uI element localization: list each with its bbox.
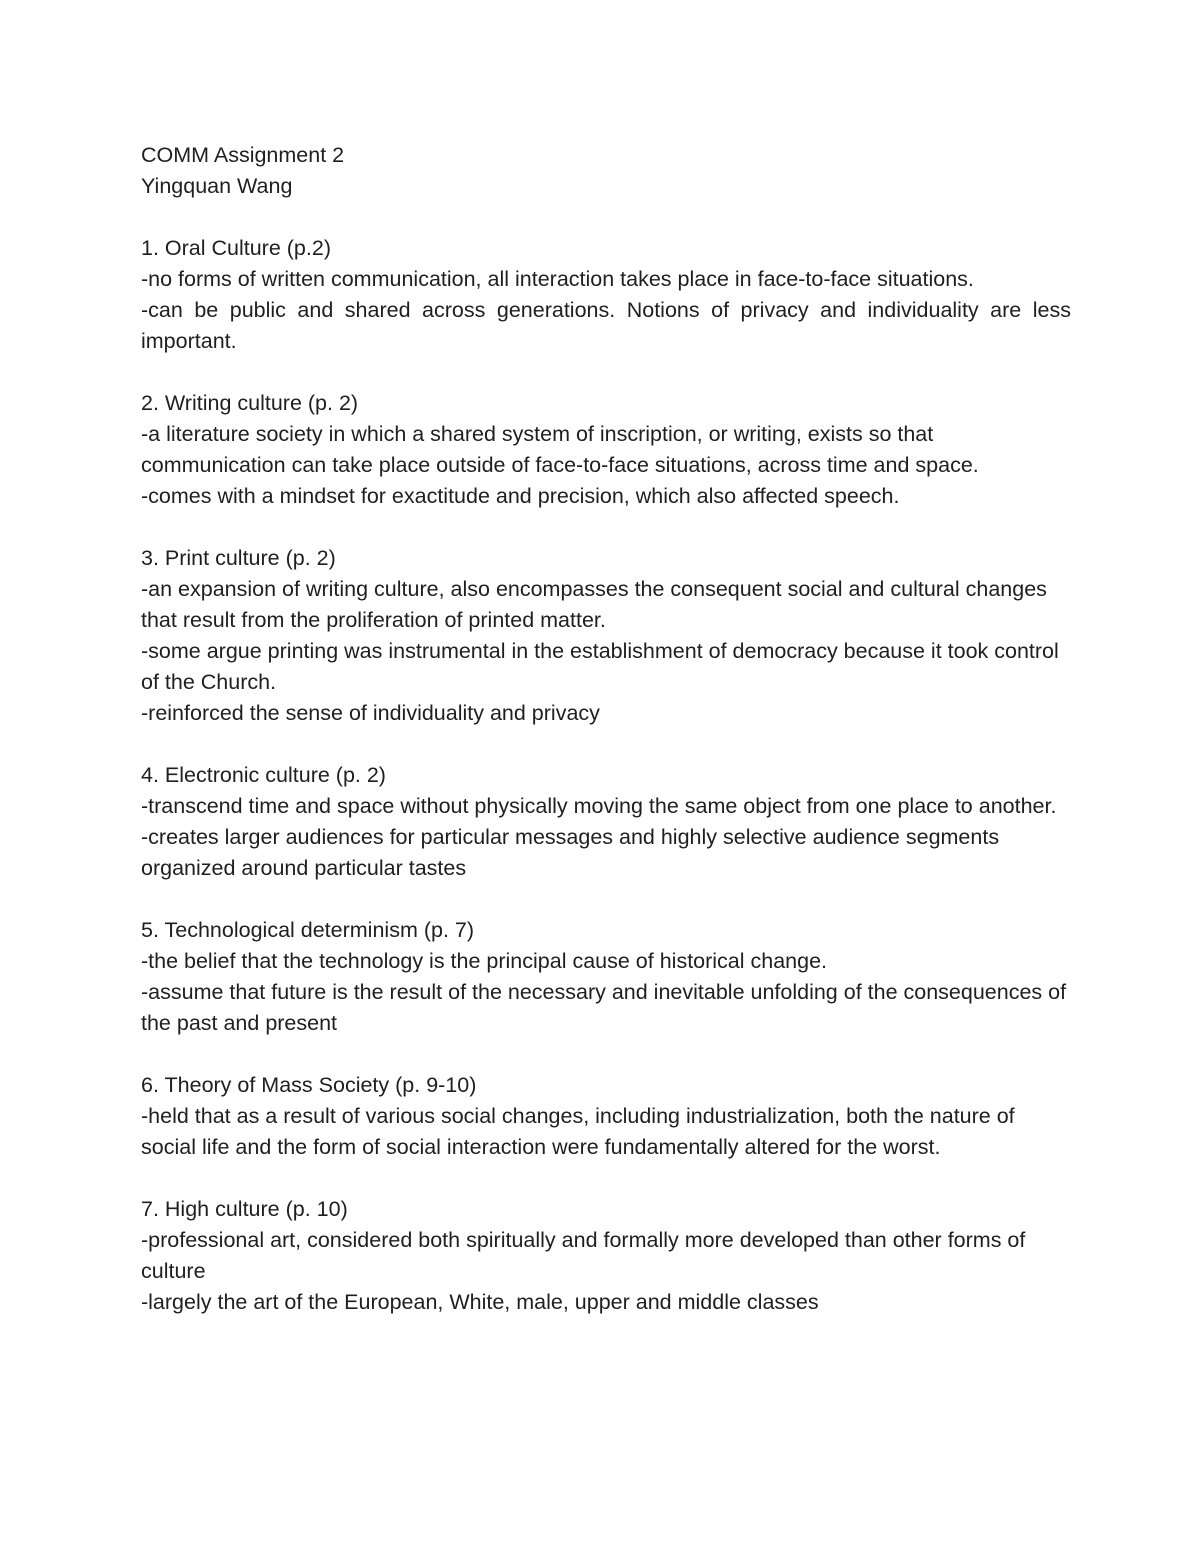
document-page	[141, 140, 1071, 1318]
section-point: -some argue printing was instrumental in the establishment of democracy because it took control of the Church.	[141, 639, 1059, 694]
section-heading: 4. Electronic culture (p. 2)	[141, 763, 386, 787]
section-point: -held that as a result of various social changes, including industrialization, both the nature of social life and the form of social interaction were fundamentally altered for the worst.	[141, 1104, 1015, 1159]
section-point: -professional art, considered both spiritually and formally more developed than other forms of culture	[141, 1228, 1026, 1283]
section-point: -an expansion of writing culture, also encompasses the consequent social and cultural changes that result from the proliferation of printed matter.	[141, 577, 1047, 632]
section-point: -transcend time and space without physically moving the same object from one place to another.	[141, 794, 1057, 818]
section-writing-culture	[141, 388, 1071, 512]
section-heading: 5. Technological determinism (p. 7)	[141, 918, 475, 942]
section-heading: 7. High culture (p. 10)	[141, 1197, 348, 1221]
spacer	[141, 1039, 1071, 1070]
spacer	[141, 202, 1071, 233]
section-point: -largely the art of the European, White, male, upper and middle classes	[141, 1290, 819, 1314]
document-title: COMM Assignment 2	[141, 143, 345, 167]
section-heading: 6. Theory of Mass Society (p. 9-10)	[141, 1073, 477, 1097]
section-heading: 3. Print culture (p. 2)	[141, 546, 336, 570]
section-print-culture	[141, 543, 1071, 729]
spacer	[141, 512, 1071, 543]
section-point: -a literature society in which a shared system of inscription, or writing, exists so that communication can take place outside of face-to-face situations, across time and space.	[141, 422, 979, 477]
section-point: -assume that future is the result of the necessary and inevitable unfolding of the consequences of the past and present	[141, 980, 1067, 1035]
section-high-culture	[141, 1194, 1071, 1318]
spacer	[141, 729, 1071, 760]
author-name: Yingquan Wang	[141, 174, 293, 198]
spacer	[141, 357, 1071, 388]
spacer	[141, 884, 1071, 915]
spacer	[141, 1163, 1071, 1194]
section-electronic-culture	[141, 760, 1071, 884]
section-point: -the belief that the technology is the principal cause of historical change.	[141, 949, 828, 973]
section-technological-determinism	[141, 915, 1071, 1039]
section-heading: 2. Writing culture (p. 2)	[141, 391, 359, 415]
section-heading: 1. Oral Culture (p.2)	[141, 236, 331, 260]
section-mass-society	[141, 1070, 1071, 1163]
section-oral-culture	[141, 233, 1071, 357]
section-point: -reinforced the sense of individuality and privacy	[141, 701, 600, 725]
section-point: -no forms of written communication, all interaction takes place in face-to-face situations.	[141, 267, 974, 291]
section-point: -can be public and shared across generations. Notions of privacy and individuality are less important.	[141, 298, 1071, 353]
section-point: -comes with a mindset for exactitude and precision, which also affected speech.	[141, 484, 900, 508]
section-point: -creates larger audiences for particular messages and highly selective audience segments organized around particular tastes	[141, 825, 1000, 880]
